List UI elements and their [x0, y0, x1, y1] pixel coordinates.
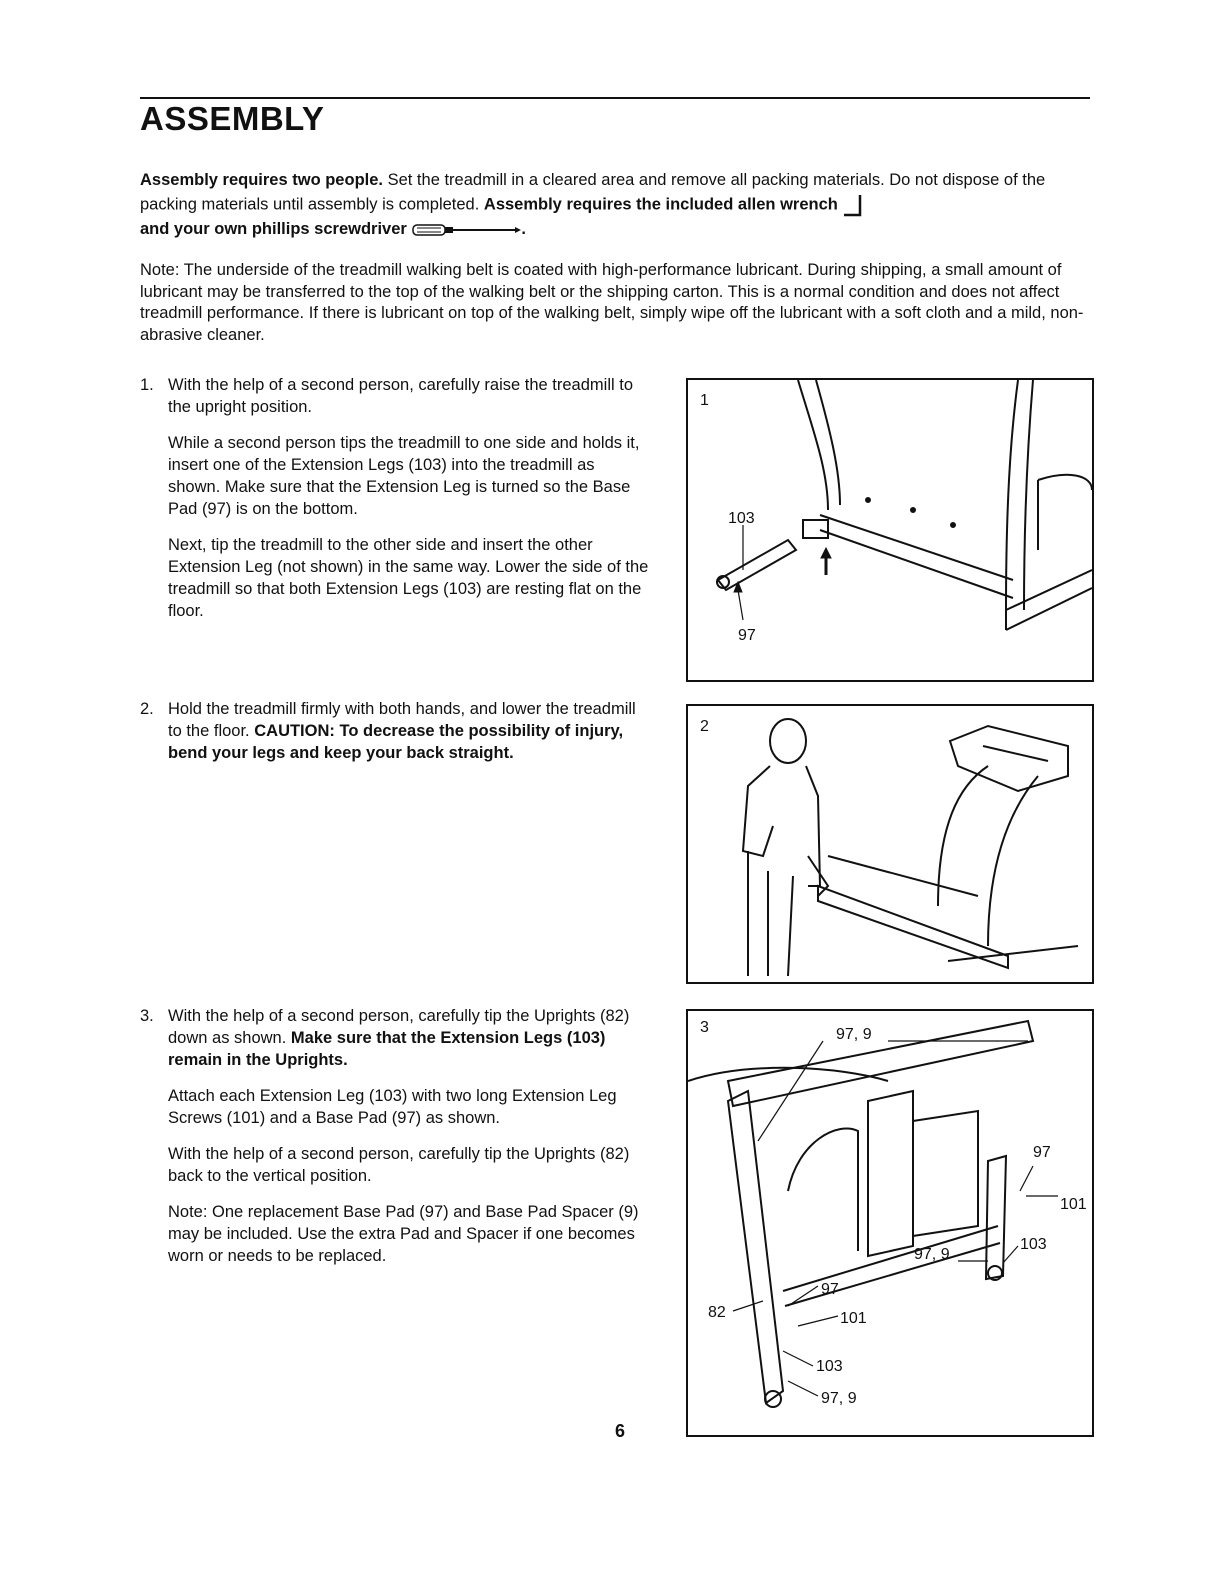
- callout-left-extension-leg: 103: [816, 1358, 843, 1375]
- allen-wrench-icon: [842, 191, 864, 219]
- step-2-caution: CAUTION: To decrease the possibility of injury, bend your legs and keep your back straight.: [168, 722, 624, 762]
- intro-bold-wrench: Assembly requires the included allen wrench: [483, 195, 838, 214]
- intro-period: .: [521, 220, 526, 238]
- callout-base-pad: 97: [738, 627, 756, 644]
- intro-bold-screwdriver: and your own phillips screwdriver: [140, 220, 407, 238]
- step-3-text: With the help of a second person, carefully tip the Uprights (82) down as shown.: [168, 1007, 630, 1047]
- callout-right-extension-leg: 103: [1020, 1236, 1047, 1253]
- step-2-paragraph-1: [168, 698, 650, 764]
- callout-left-screw: 101: [840, 1310, 867, 1327]
- callout-mid-pad-spacer: 97, 9: [914, 1246, 950, 1263]
- callout-right-screw: 101: [1060, 1196, 1087, 1213]
- intro-bold-people: Assembly requires two people.: [140, 171, 383, 189]
- header-rule: [140, 97, 1090, 99]
- step-3: [140, 1005, 650, 1281]
- step-number: 1.: [140, 376, 154, 394]
- figure-1-number: 1: [700, 392, 709, 409]
- intro-text: Set the treadmill in a cleared area and remove all packing materials. Do not dispose of the packing materials until assembly is completed.: [140, 171, 1046, 214]
- callout-top-pad-spacer: 97, 9: [836, 1026, 872, 1043]
- step-2-text: Hold the treadmill firmly with both hands, and lower the treadmill to the floor.: [168, 700, 636, 740]
- page-title: ASSEMBLY: [140, 100, 325, 137]
- figure-3: [686, 1009, 1094, 1437]
- figure-2: [686, 704, 1094, 984]
- step-1: [140, 374, 650, 636]
- figure-2-illustration: [688, 706, 1092, 982]
- screwdriver-icon: [411, 223, 521, 237]
- step-3-paragraph-2: Attach each Extension Leg (103) with two long Extension Leg Screws (101) and a Base Pad (97) as shown.: [168, 1087, 617, 1127]
- step-3-paragraph-1: [168, 1005, 650, 1071]
- step-number: 2.: [140, 700, 154, 718]
- figure-1-illustration: [688, 380, 1092, 680]
- figure-3-illustration: [688, 1011, 1092, 1435]
- step-1-paragraph-2: While a second person tips the treadmill to one side and holds it, insert one of the Extension Legs (103) into the treadmill as shown. Make sure that the Extension Leg is turned so the Base Pad (97) is on the bottom.: [168, 434, 640, 518]
- page-number: 6: [614, 1421, 625, 1441]
- callout-right-base-pad: 97: [1033, 1144, 1051, 1161]
- step-1-paragraph-3: Next, tip the treadmill to the other side and insert the other Extension Leg (not shown) in the same way. Lower the side of the treadmill so that both Extension Legs (103) are resting flat on the floor.: [168, 536, 649, 620]
- step-1-paragraph-1: With the help of a second person, carefully raise the treadmill to the upright position.: [168, 376, 633, 416]
- step-number: 3.: [140, 1007, 154, 1025]
- step-2: [140, 698, 650, 778]
- figure-3-number: 3: [700, 1019, 709, 1036]
- callout-bottom-pad-spacer: 97, 9: [821, 1390, 857, 1407]
- figure-2-number: 2: [700, 718, 709, 735]
- step-3-paragraph-3: With the help of a second person, carefully tip the Uprights (82) back to the vertical position.: [168, 1145, 630, 1185]
- step-3-paragraph-4: Note: One replacement Base Pad (97) and Base Pad Spacer (9) may be included. Use the extra Pad and Spacer if one becomes worn or needs to be replaced.: [168, 1203, 639, 1265]
- step-3-warning: Make sure that the Extension Legs (103) remain in the Uprights.: [168, 1029, 606, 1069]
- callout-extension-leg: 103: [728, 510, 755, 527]
- callout-left-base-pad: 97: [821, 1281, 839, 1298]
- intro-paragraph: [140, 170, 1085, 240]
- callout-upright: 82: [708, 1304, 726, 1321]
- figure-1: [686, 378, 1094, 682]
- lubricant-note: Note: The underside of the treadmill walking belt is coated with high-performance lubricant. During shipping, a small amount of lubricant may be transferred to the top of the walking belt or the shipping carton. This is a normal condition and does not affect treadmill performance. If there is lubricant on top of the walking belt, simply wipe off the lubricant with a soft cloth and a mild, non-abrasive cleaner.: [140, 261, 1084, 344]
